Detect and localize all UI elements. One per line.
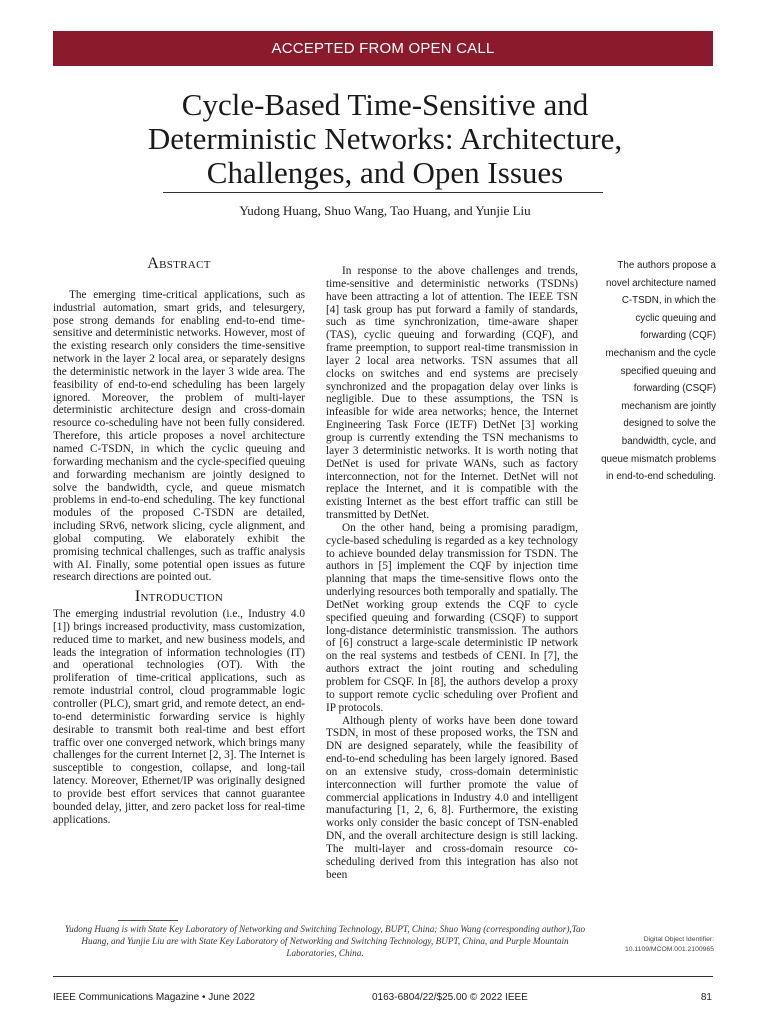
pull-quote: The authors propose a novel architecture named C-TSDN, in which the cyclic queuing and forwarding (CQF) mechanism and the cycle specified queuing and forwarding (CSQF) mechanism are jointly designed to solve the bandwidth, cycle, and queue mismatch problems in end-to-end scheduling.: [601, 260, 716, 483]
title-divider: [163, 192, 603, 193]
author-affiliation-footnote: Yudong Huang is with State Key Laboratory of Networking and Switching Technology, BUPT, China; Shuo Wang (corresponding author),Tao Huang, and Yunjie Liu are with State Key Laboratory of Networking and Switching Technology, BUPT, China, and Purple Mountain Laboratories, China.: [64, 924, 586, 958]
title-line-2: Deterministic Networks: Architecture,: [147, 121, 623, 156]
doi-value[interactable]: 10.1109/MCOM.001.2100965: [624, 946, 714, 953]
title-line-3: Challenges, and Open Issues: [206, 155, 564, 190]
footer-divider: [53, 976, 713, 977]
author-list: Yudong Huang, Shuo Wang, Tao Huang, and Yunjie Liu: [239, 203, 531, 218]
page-number: 81: [700, 992, 712, 1003]
intro-paragraph: The emerging industrial revolution (i.e., Industry 4.0 [1]) brings increased productivity, mass customization, reduced time to market, and new business models, and leads the integration of information technologies (IT) and operational technologies (OT). With the proliferation of time-critical applications, such as remote industrial control, cloud programmable logic controller (PLC), smart grid, and remote detect, an end-to-end deterministic forwarding service is highly desirable to transmit both real-time and best effort traffic over one converged network, which brings many challenges for the current Internet [2, 3]. The Internet is susceptible to congestion, collapse, and long-tail latency. Moreover, Ethernet/IP was originally designed to provide best effort services that cannot guarantee bounded delay, jitter, and zero packet loss for real-time applications.: [53, 608, 305, 826]
title-line-1: Cycle-Based Time-Sensitive and: [181, 87, 589, 122]
middle-column: [326, 265, 578, 882]
body-paragraph-3: Although plenty of works have been done toward TSDN, in most of these proposed works, the TSN and DN are designed separately, while the feasibility of end-to-end scheduling has been largely ignored. Based on an extensive study, cross-domain deterministic interconnection will further promote the value of commercial applications in Industry 4.0 and intelligent manufacturing [1, 2, 6, 8]. Furthermore, the existing works only consider the basic concept of TSN-enabled DN, and the overall architecture design is still lacking. The multi-layer and cross-domain resource co-scheduling derived from this integration has also not been: [326, 714, 578, 881]
abstract-text: The emerging time-critical applications, such as industrial automation, smart grids, and telesurgery, pose strong demands for enabling end-to-end time-sensitive and deterministic networks. However, most of the existing research only considers the time-sensitive network in the layer 2 local area, or separately designs the deterministic network in the layer 3 wide area. The feasibility of end-to-end scheduling has been largely ignored. Moreover, the problem of multi-layer deterministic architecture design and cross-domain resource co-scheduling have not been fully considered. Therefore, this article proposes a novel architecture named C-TSDN, in which the cyclic queuing and forwarding mechanism and the cycle-specified queuing and forwarding mechanism are jointly designed to solve the bandwidth, cycle, and queue mismatch problems in end-to-end scheduling. The key functional modules of the proposed C-TSDN are detailed, including SRv6, network slicing, cycle alignment, and global computing. We elaborately exhibit the promising technical challenges, such as traffic analysis with AI. Finally, some potential open issues as future research directions are pointed out.: [53, 288, 305, 584]
body-paragraph-1: In response to the above challenges and trends, time-sensitive and deterministic networks (TSDNs) have been attracting a lot of attention. The IEEE TSN [4] task group has put forward a family of standards, such as time synchronization, time-aware shaper (TAS), cyclic queuing and forwarding (CQF), and frame preemption, to support real-time transmission in layer 2 local area networks. TSN assumes that all clocks on switches and end systems are precisely synchronized and the propagation delay over links is negligible. Due to these assumptions, the TSN is infeasible for wide area networks; hence, the Internet Engineering Task Force (IETF) DetNet [3] working group is currently extending the TSN mechanisms to layer 3 deterministic networks. It is worth noting that DetNet is used for private WANs, such as factory interconnection, not for the Internet. DetNet will not replace the Internet, and it is compatible with the existing Internet as the best effort traffic can still be transmitted by DetNet.: [326, 265, 578, 522]
journal-name: IEEE Communications Magazine • June 2022: [53, 992, 255, 1003]
abstract-heading: Abstract: [147, 255, 211, 272]
footnote-divider: [118, 920, 178, 921]
doi-label: Digital Object Identifier:: [643, 936, 714, 943]
body-paragraph-2: On the other hand, being a promising paradigm, cycle-based scheduling is regarded as a key technology to achieve bounded delay transmission for TSDN. The authors in [5] implement the CQF by injection time planning that maps the time-sensitive flows onto the underlying resources both temporally and spatially. The DetNet working group extends the CQF to cycle specified queuing and forwarding (CSQF) to support long-distance deterministic transmission. The authors of [6] construct a large-scale deterministic IP network on the real systems and testbeds of CENI. In [7], the authors extract the joint routing and scheduling problem for CSQF. In [8], the authors develop a proxy to support remote cyclic scheduling over Profient and IP protocols.: [326, 521, 578, 714]
paper-title: [90, 88, 680, 190]
section-banner: ACCEPTED FROM OPEN CALL: [53, 31, 713, 66]
introduction-heading: Introduction: [134, 588, 224, 606]
copyright-notice: 0163-6804/22/$25.00 © 2022 IEEE: [372, 992, 528, 1003]
left-column: [53, 255, 305, 826]
